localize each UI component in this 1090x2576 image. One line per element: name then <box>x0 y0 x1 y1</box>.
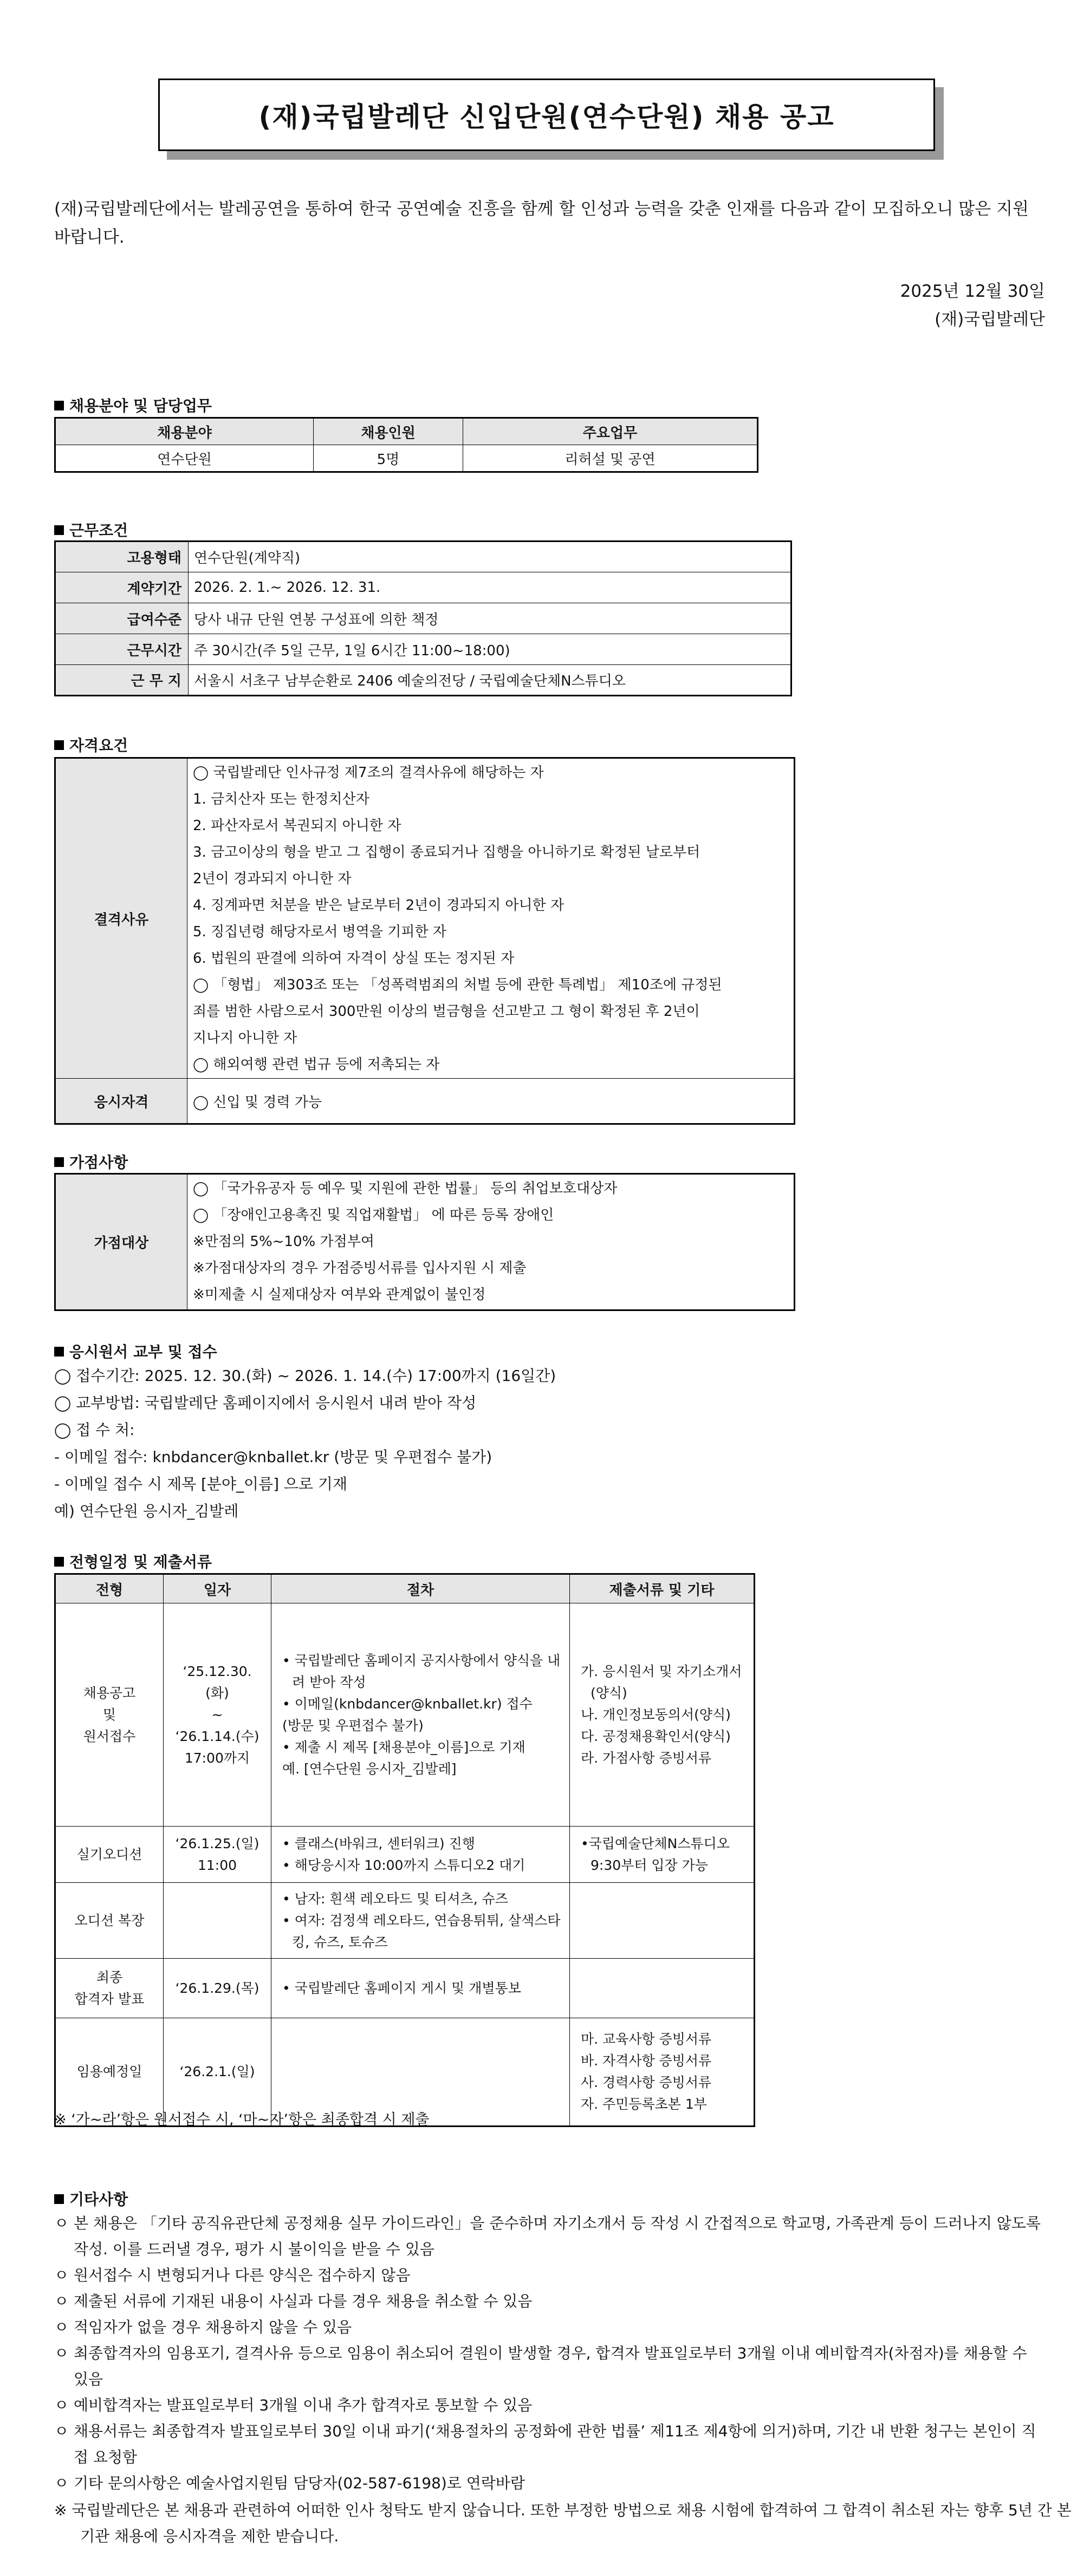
list-item: - 이메일 접수: knbdancer@knballet.kr (방문 및 우편접수 불가) <box>54 1448 492 1466</box>
list-item: ◯ 「국가유공자 등 예우 및 지원에 관한 법률」 등의 취업보호대상자 <box>193 1181 618 1197</box>
schedule-date: ‘25.12.30. (화) ~ ‘26.1.14.(수) 17:00까지 <box>164 1603 271 1827</box>
page-title: (재)국립발레단 신입단원(연수단원) 채용 공고 <box>258 101 835 133</box>
square-bullet-icon <box>54 1157 64 1167</box>
schedule-date: ‘26.1.25.(일) 11:00 <box>164 1827 271 1883</box>
application-list <box>54 1362 556 1525</box>
square-bullet-icon <box>54 740 64 750</box>
square-bullet-icon <box>54 1557 64 1567</box>
table-label: 근무시간 <box>55 634 189 665</box>
schedule-stage: 오디션 복장 <box>55 1883 164 1959</box>
table-label: 결격사유 <box>55 758 187 1079</box>
schedule-date: ‘26.1.29.(목) <box>164 1959 271 2018</box>
table-header: 주요업무 <box>463 418 758 445</box>
table-row <box>55 1603 755 1827</box>
schedule-stage: 실기오디션 <box>55 1827 164 1883</box>
date-block <box>900 277 1045 334</box>
etc-list <box>54 2210 1046 2496</box>
square-bullet-icon <box>54 2194 64 2204</box>
table-cell: 2026. 2. 1.~ 2026. 12. 31. <box>189 572 791 603</box>
table-header: 절차 <box>271 1574 570 1603</box>
list-item: ※미제출 시 실제대상자 여부와 관계없이 불인정 <box>193 1287 486 1303</box>
list-item: 예) 연수단원 응시자_김발레 <box>54 1502 239 1520</box>
section-heading-etc: 기타사항 <box>54 2188 128 2209</box>
intro-paragraph: (재)국립발레단에서는 발레공연을 통하여 한국 공연예술 진흥을 함께 할 인성과 능력을 갖춘 인재를 다음과 같이 모집하오니 많은 지원 바랍니다. <box>54 199 1029 247</box>
schedule-date <box>164 1883 271 1959</box>
schedule-docs <box>570 1959 755 2018</box>
table-label: 계약기간 <box>55 572 189 603</box>
title-box <box>158 79 935 151</box>
bonus-list <box>187 1174 795 1310</box>
table-label: 응시자격 <box>55 1079 187 1124</box>
list-item: ◯ 「형법」 제303조 또는 「성폭력범죄의 처벌 등에 관한 특례법」 제10조에 규정된 <box>193 977 722 993</box>
list-item: 2. 파산자로서 복권되지 아니한 자 <box>193 818 401 834</box>
table-cell: 연수단원 <box>55 445 314 472</box>
schedule-stage: 채용공고 및 원서접수 <box>55 1603 164 1827</box>
schedule-procedure: • 국립발레단 홈페이지 게시 및 개별통보 <box>271 1959 570 2018</box>
table-cell: 당사 내규 단원 연봉 구성표에 의한 책정 <box>189 603 791 634</box>
list-item: ◯ 국립발레단 인사규정 제7조의 결격사유에 해당하는 자 <box>193 765 544 781</box>
table-cell: 5명 <box>314 445 463 472</box>
table-cell: 서울시 서초구 남부순환로 2406 예술의전당 / 국립예술단체N스튜디오 <box>189 665 791 696</box>
section-heading-conditions: 근무조건 <box>54 519 128 540</box>
table-row <box>55 1827 755 1883</box>
table-label: 근 무 지 <box>55 665 189 696</box>
section-heading-application: 응시원서 교부 및 접수 <box>54 1340 217 1362</box>
schedule-procedure: • 남자: 흰색 레오타드 및 티셔츠, 슈즈 • 여자: 검정색 레오타드, 연습용튀튀, 살색스타킹, 슈즈, 토슈즈 <box>271 1883 570 1959</box>
list-item: ※만점의 5%~10% 가점부여 <box>193 1234 374 1250</box>
list-item: ◯ 「장애인고용촉진 및 직업재활법」 에 따른 등록 장애인 <box>193 1207 554 1223</box>
square-bullet-icon <box>54 1347 64 1357</box>
schedule-table <box>54 1573 755 2127</box>
notice-date: 2025년 12월 30일 <box>900 282 1045 301</box>
schedule-docs <box>570 1883 755 1959</box>
list-item: 6. 법원의 판결에 의하여 자격이 상실 또는 정지된 자 <box>193 950 515 967</box>
table-label: 급여수준 <box>55 603 189 634</box>
list-item: ◯ 교부방법: 국립발레단 홈페이지에서 응시원서 내려 받아 작성 <box>54 1394 477 1412</box>
list-item: ㅇ 기타 문의사항은 예술사업지원팀 담당자(02-587-6198)로 연락바람 <box>54 2474 525 2492</box>
section-heading-recruit: 채용분야 및 담당업무 <box>54 394 212 416</box>
list-item: ◯ 접 수 처: <box>54 1421 135 1439</box>
list-item: - 이메일 접수 시 제목 [분야_이름] 으로 기재 <box>54 1475 348 1493</box>
section-heading-schedule: 전형일정 및 제출서류 <box>54 1550 212 1572</box>
table-label: 가점대상 <box>55 1174 187 1310</box>
table-row <box>55 1959 755 2018</box>
disqualification-list <box>187 758 795 1079</box>
list-item: 1. 금치산자 또는 한정치산자 <box>193 791 369 807</box>
conditions-table <box>54 540 792 696</box>
list-item: ◯ 해외여행 관련 법규 등에 저촉되는 자 <box>193 1057 440 1073</box>
bonus-table <box>54 1173 795 1311</box>
list-item: ㅇ 본 채용은 「기타 공직유관단체 공정채용 실무 가이드라인」을 준수하며 자기소개서 등 작성 시 간접적으로 학교명, 가족관계 등이 드러나지 않도록 작성. 이를 드러낼 경우, 평가 시 불이익을 받을 수 있음 <box>54 2214 1041 2258</box>
schedule-procedure: • 국립발레단 홈페이지 공지사항에서 양식을 내려 받아 작성 • 이메일(knbdancer@knballet.kr) 접수 (방문 및 우편접수 불가) • 제출 시 제목 [채용분야_이름]으로 기재 예. [연수단원 응시자_김발레] <box>271 1603 570 1827</box>
list-item: 2년이 경과되지 아니한 자 <box>193 871 352 887</box>
qualifications-table <box>54 757 795 1125</box>
organization-name: (재)국립발레단 <box>935 310 1045 329</box>
list-item: ◯ 접수기간: 2025. 12. 30.(화) ~ 2026. 1. 14.(수) 17:00까지 (16일간) <box>54 1367 556 1385</box>
list-item: 5. 징집년령 해당자로서 병역을 기피한 자 <box>193 924 446 940</box>
square-bullet-icon <box>54 525 64 535</box>
table-header: 일자 <box>164 1574 271 1603</box>
schedule-note: ※ ‘가~라’항은 원서접수 시, ‘마~자’항은 최종합격 시 제출 <box>54 2111 430 2128</box>
list-item: ㅇ 제출된 서류에 기재된 내용이 사실과 다를 경우 채용을 취소할 수 있음 <box>54 2292 533 2310</box>
schedule-docs: 가. 응시원서 및 자기소개서 (양식) 나. 개인정보동의서(양식) 다. 공정채용확인서(양식) 라. 가점사항 증빙서류 <box>570 1603 755 1827</box>
list-item: ㅇ 채용서류는 최종합격자 발표일로부터 30일 이내 파기(‘채용절차의 공정화에 관한 법률’ 제11조 제4항에 의거)하며, 기간 내 반환 청구는 본인이 직접 요청함 <box>54 2422 1036 2466</box>
final-notice: ※ 국립발레단은 본 채용과 관련하여 어떠한 인사 청탁도 받지 않습니다. 또한 부정한 방법으로 채용 시험에 합격하여 그 합격이 취소된 자는 향후 5년 간 본 기관 채용에 응시자격을 제한 받습니다. <box>54 2501 1072 2545</box>
recruit-table <box>54 417 758 473</box>
table-header: 채용인원 <box>314 418 463 445</box>
table-row <box>55 1883 755 1959</box>
section-heading-bonus: 가점사항 <box>54 1151 128 1172</box>
schedule-docs: •국립예술단체N스튜디오 9:30부터 입장 가능 <box>570 1827 755 1883</box>
list-item: 3. 금고이상의 형을 받고 그 집행이 종료되거나 집행을 아니하기로 확정된 날로부터 <box>193 844 700 860</box>
list-item: ㅇ 최종합격자의 임용포기, 결격사유 등으로 임용이 취소되어 결원이 발생할 경우, 합격자 발표일로부터 3개월 이내 예비합격자(차점자)를 채용할 수 있음 <box>54 2344 1027 2388</box>
list-item: ㅇ 원서접수 시 변형되거나 다른 양식은 접수하지 않음 <box>54 2266 411 2284</box>
schedule-stage: 최종 합격자 발표 <box>55 1959 164 2018</box>
schedule-docs: 마. 교육사항 증빙서류 바. 자격사항 증빙서류 사. 경력사항 증빙서류 자. 주민등록초본 1부 <box>570 2018 755 2127</box>
table-label: 고용형태 <box>55 542 189 572</box>
list-item: 지나지 아니한 자 <box>193 1030 297 1046</box>
square-bullet-icon <box>54 401 64 410</box>
list-item: 4. 징계파면 처분을 받은 날로부터 2년이 경과되지 아니한 자 <box>193 897 565 914</box>
table-header: 채용분야 <box>55 418 314 445</box>
table-header: 전형 <box>55 1574 164 1603</box>
list-item: ※가점대상자의 경우 가점증빙서류를 입사지원 시 제출 <box>193 1260 527 1276</box>
schedule-stage: 임용예정일 <box>55 2018 164 2127</box>
table-cell: 연수단원(계약직) <box>189 542 791 572</box>
schedule-procedure: • 클래스(바워크, 센터워크) 진행 • 해당응시자 10:00까지 스튜디오2 대기 <box>271 1827 570 1883</box>
schedule-date: ‘26.2.1.(일) <box>164 2018 271 2127</box>
list-item: ㅇ 예비합격자는 발표일로부터 3개월 이내 추가 합격자로 통보할 수 있음 <box>54 2396 533 2414</box>
table-cell: 리허설 및 공연 <box>463 445 758 472</box>
section-heading-qualifications: 자격요건 <box>54 734 128 755</box>
list-item: 죄를 범한 사람으로서 300만원 이상의 벌금형을 선고받고 그 형이 확정된 후 2년이 <box>193 1003 700 1020</box>
table-cell: 주 30시간(주 5일 근무, 1일 6시간 11:00~18:00) <box>189 634 791 665</box>
table-cell: ◯ 신입 및 경력 가능 <box>187 1079 795 1124</box>
table-header: 제출서류 및 기타 <box>570 1574 755 1603</box>
list-item: ㅇ 적임자가 없을 경우 채용하지 않을 수 있음 <box>54 2318 352 2336</box>
